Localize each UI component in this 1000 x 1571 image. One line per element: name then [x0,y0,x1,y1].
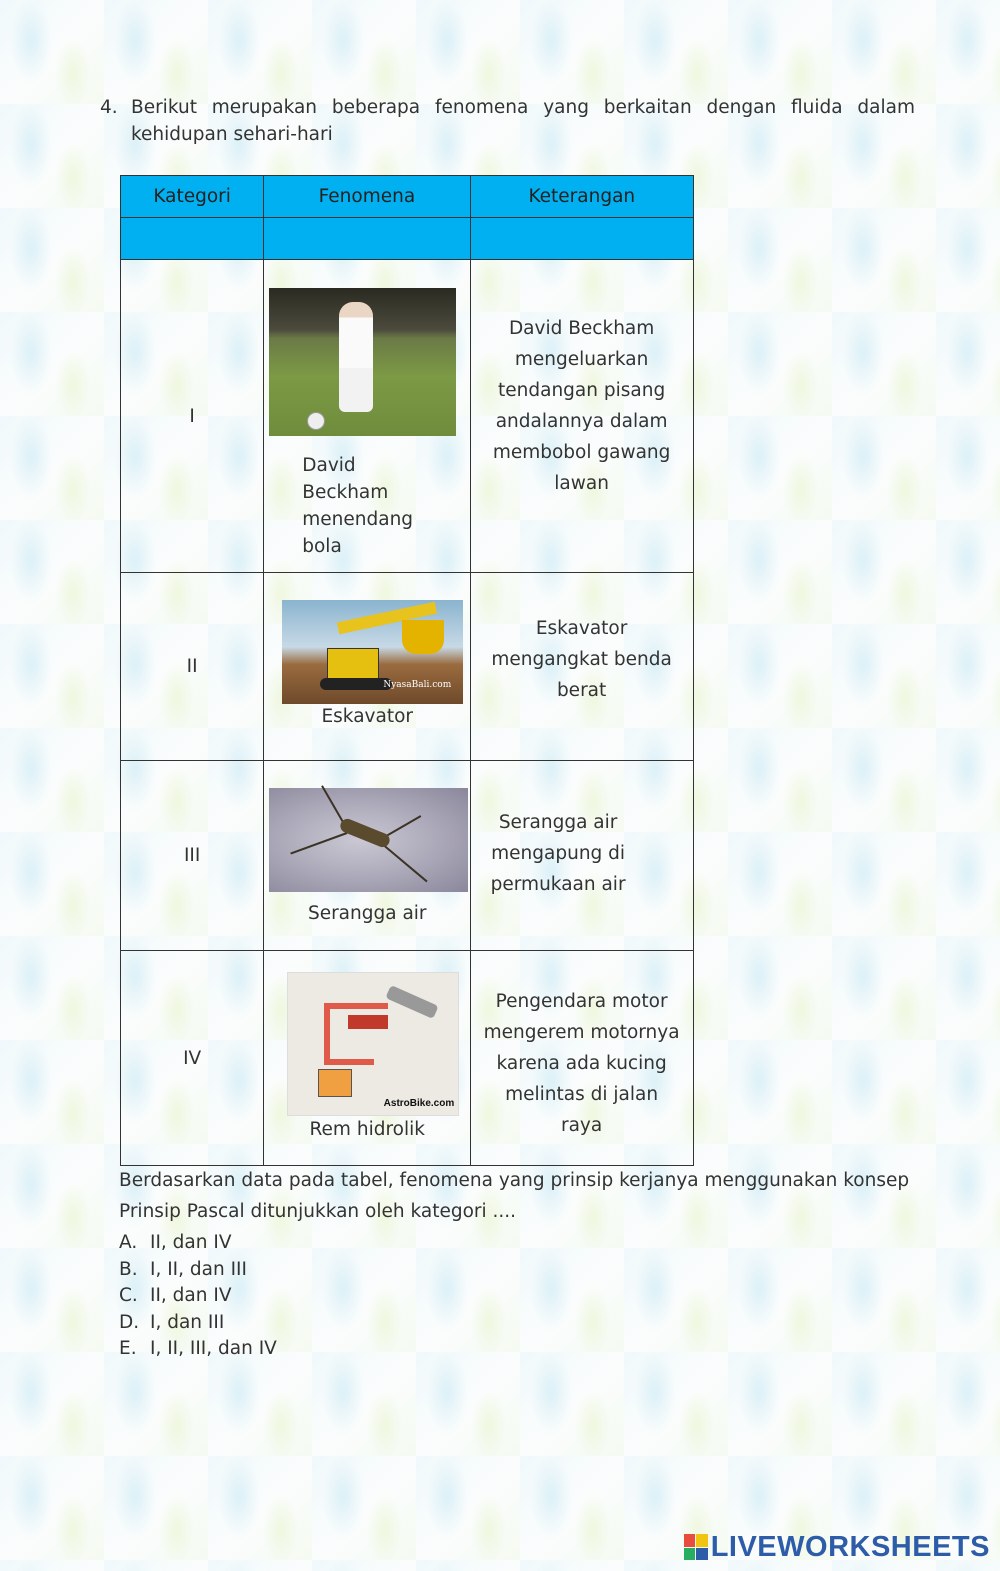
option-text: II, dan IV [150,1285,232,1306]
keterangan-text: Eskavator mengangkat benda berat [491,618,672,701]
table-row [121,573,694,761]
table-row [121,951,694,1166]
option-a[interactable] [119,1230,277,1257]
brand-name: LIVEWORKSHEETS [710,1530,990,1563]
keterangan-cell [470,951,693,1166]
blank-cell [264,218,470,260]
kategori-cell: III [121,761,264,951]
option-letter: E. [119,1338,137,1359]
option-letter: C. [119,1285,138,1306]
fenomena-cell [264,573,470,761]
option-b[interactable] [119,1257,277,1284]
liveworksheets-logo-icon [684,1534,708,1560]
table-blank-row [121,218,694,260]
kategori-cell: I [121,260,264,573]
kategori-cell: IV [121,951,264,1166]
hydraulic-brake-diagram [287,972,459,1116]
question-prompt: Berdasarkan data pada tabel, fenomena yang prinsip kerjanya menggunakan konsep Prinsip Pascal ditunjukkan oleh kategori .... [119,1170,910,1222]
soccer-player-photo [269,288,456,436]
fenomena-caption: Serangga air [307,903,427,924]
image-watermark: AstroBike.com [383,1098,455,1109]
liveworksheets-brand[interactable] [684,1531,990,1563]
water-strider-photo [269,788,468,892]
option-text: II, dan IV [150,1232,232,1253]
phenomena-table [120,175,694,1166]
fenomena-cell [264,260,470,573]
option-text: I, II, dan III [150,1258,247,1280]
blank-cell [470,218,693,260]
option-e[interactable] [119,1336,277,1363]
option-d[interactable] [119,1310,277,1337]
excavator-photo [282,600,463,704]
fenomena-cell [264,761,470,951]
question-number: 4. [100,97,118,118]
fenomena-cell [264,951,470,1166]
option-letter: B. [119,1258,138,1280]
fenomena-caption: Rem hidrolik [309,1119,425,1140]
header-kategori: Kategori [121,176,264,218]
header-fenomena: Fenomena [264,176,470,218]
blank-cell [121,218,264,260]
kategori-cell: II [121,573,264,761]
question-text: Berikut merupakan beberapa fenomena yang berkaitan dengan fluida dalam kehidupan sehari-hari [131,97,915,145]
header-keterangan: Keterangan [470,176,693,218]
fenomena-caption: David Beckham menendang bola [302,455,414,557]
answer-options [119,1230,277,1363]
table-header-row [121,176,694,218]
keterangan-cell [470,260,693,573]
keterangan-text: David Beckham mengeluarkan tendangan pisang andalannya dalam membobol gawang lawan [492,318,671,494]
option-text: I, dan III [150,1311,225,1333]
keterangan-text: Serangga air mengapung di permukaan air [490,812,626,895]
keterangan-cell [470,761,693,951]
keterangan-text: Pengendara motor mengerem motornya karena ada kucing melintas di jalan raya [483,991,680,1136]
table-row [121,260,694,573]
keterangan-cell [470,573,693,761]
option-letter: A. [119,1232,138,1253]
fenomena-caption: Eskavator [321,706,413,727]
option-text: I, II, III, dan IV [150,1338,277,1359]
question-intro [100,94,915,148]
table-row [121,761,694,951]
option-c[interactable] [119,1283,277,1310]
image-watermark: NyasaBali.com [383,680,452,690]
option-letter: D. [119,1311,140,1333]
